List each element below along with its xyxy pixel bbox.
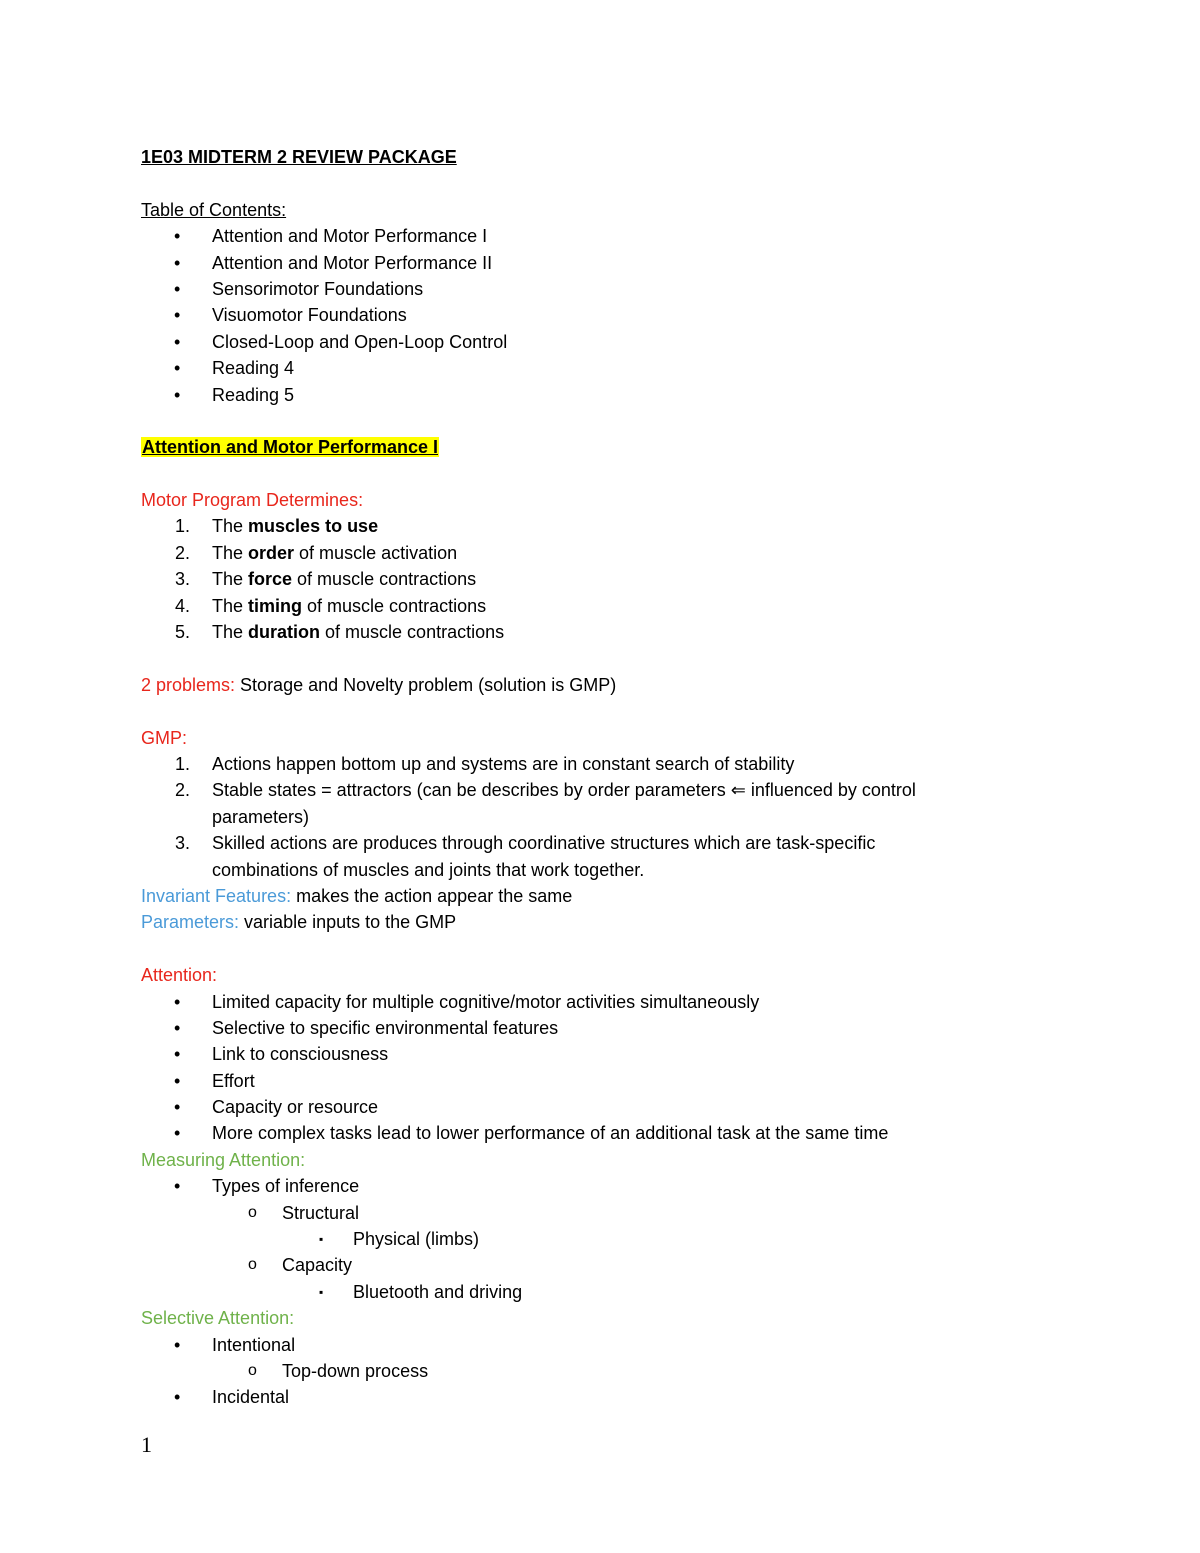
square-marker: ▪ xyxy=(319,1284,324,1299)
parameters-text: variable inputs to the GMP xyxy=(239,912,457,933)
circle-marker: o xyxy=(248,1256,257,1274)
bullet-marker: • xyxy=(174,1017,181,1038)
invariant-label: Invariant Features: xyxy=(141,885,292,906)
bullet-marker: • xyxy=(174,278,181,299)
problems-label: 2 problems: xyxy=(141,674,236,695)
toc-item xyxy=(141,302,1061,328)
list-item: • Incidental xyxy=(141,1384,1061,1410)
list-item xyxy=(141,513,1061,539)
item-text: of muscle activation xyxy=(294,542,458,563)
list-item xyxy=(141,566,1061,592)
gmp-list xyxy=(141,751,1061,883)
item-text: More complex tasks lead to lower performance of an additional task at the same time xyxy=(212,1123,889,1144)
toc-item-label: Attention and Motor Performance I xyxy=(212,226,488,247)
list-item: ▪ Physical (limbs) xyxy=(141,1226,1061,1252)
item-bold-text: order xyxy=(248,542,295,563)
list-number: 1. xyxy=(175,753,191,774)
list-number: 2. xyxy=(175,780,191,801)
motor-program-list xyxy=(141,513,1061,645)
list-item xyxy=(141,593,1061,619)
selective-heading: Selective Attention: xyxy=(141,1308,295,1329)
attention-list xyxy=(141,989,1061,1147)
bullet-marker: • xyxy=(174,1123,181,1144)
square-marker: ▪ xyxy=(319,1232,324,1247)
list-item: ▪ Bluetooth and driving xyxy=(141,1279,1061,1305)
item-text: of muscle contractions xyxy=(292,569,477,590)
item-text: The xyxy=(212,516,249,537)
section-heading-attention-1: Attention and Motor Performance I xyxy=(142,437,439,458)
problems-text: Storage and Novelty problem (solution is GMP) xyxy=(235,674,617,695)
bullet-marker: • xyxy=(174,1097,181,1118)
bullet-marker: • xyxy=(174,991,181,1012)
toc-item xyxy=(141,329,1061,355)
item-bold-text: muscles to use xyxy=(248,516,379,537)
attention-heading: Attention: xyxy=(141,965,218,986)
list-item xyxy=(141,619,1061,645)
list-item xyxy=(141,830,1061,856)
list-item xyxy=(141,1015,1061,1041)
problems-line xyxy=(141,672,1061,698)
toc-item xyxy=(141,355,1061,381)
toc-item xyxy=(141,223,1061,249)
toc-item-label: Reading 5 xyxy=(212,384,295,405)
parameters-label: Parameters: xyxy=(141,912,240,933)
list-item xyxy=(141,777,1061,803)
page-number: 1 xyxy=(141,1432,152,1457)
bullet-marker: • xyxy=(174,252,181,273)
list-item xyxy=(141,1120,1061,1146)
circle-marker: o xyxy=(248,1361,257,1379)
list-number: 4. xyxy=(175,595,191,616)
list-item xyxy=(141,1094,1061,1120)
list-item: o Structural xyxy=(141,1200,1061,1226)
bullet-marker: • xyxy=(174,1070,181,1091)
item-text: Effort xyxy=(212,1070,255,1091)
bullet-marker: • xyxy=(174,331,181,352)
measuring-heading: Measuring Attention: xyxy=(141,1149,306,1170)
toc-item xyxy=(141,250,1061,276)
item-text: of muscle contractions xyxy=(302,595,487,616)
list-item xyxy=(141,751,1061,777)
item-bold-text: duration xyxy=(248,622,321,643)
list-item: o Capacity xyxy=(141,1252,1061,1278)
toc-item-label: Visuomotor Foundations xyxy=(212,305,407,326)
item-bold-text: force xyxy=(248,569,293,590)
item-text: parameters) xyxy=(212,806,310,827)
toc-list xyxy=(141,223,1061,408)
item-bold-text: timing xyxy=(248,595,303,616)
bullet-marker: • xyxy=(174,1176,181,1197)
item-text: Link to consciousness xyxy=(212,1044,389,1065)
toc-item-label: Attention and Motor Performance II xyxy=(212,252,493,273)
bullet-marker: • xyxy=(174,1387,181,1408)
item-text: The xyxy=(212,569,249,590)
list-item xyxy=(141,1068,1061,1094)
item-text: Limited capacity for multiple cognitive/motor activities simultaneously xyxy=(212,991,760,1012)
parameters-line xyxy=(141,909,1061,935)
page-content xyxy=(141,144,1061,1411)
circle-marker: o xyxy=(248,1203,257,1221)
bullet-marker: • xyxy=(174,1334,181,1355)
list-number: 1. xyxy=(175,516,191,537)
item-text: The xyxy=(212,622,249,643)
list-item xyxy=(141,857,1061,883)
item-text: The xyxy=(212,595,249,616)
item-text: Skilled actions are produces through coordinative structures which are task-specific xyxy=(212,833,876,854)
item-text: Capacity or resource xyxy=(212,1097,379,1118)
list-number: 5. xyxy=(175,622,191,643)
bullet-marker: • xyxy=(174,305,181,326)
invariant-line xyxy=(141,883,1061,909)
bullet-marker: • xyxy=(174,226,181,247)
bullet-marker: • xyxy=(174,1044,181,1065)
invariant-text: makes the action appear the same xyxy=(291,885,573,906)
list-number: 3. xyxy=(175,569,191,590)
list-item xyxy=(141,1041,1061,1067)
bullet-marker: • xyxy=(174,358,181,379)
item-text: The xyxy=(212,542,249,563)
toc-item-label: Closed-Loop and Open-Loop Control xyxy=(212,331,508,352)
item-text: Stable states = attractors (can be describes by order parameters ⇐ influenced by control xyxy=(212,780,916,801)
list-item: • Types of inference xyxy=(141,1173,1061,1199)
item-text: of muscle contractions xyxy=(320,622,505,643)
list-item: o Top-down process xyxy=(141,1358,1061,1384)
document-title: 1E03 MIDTERM 2 REVIEW PACKAGE xyxy=(141,147,457,167)
gmp-heading: GMP: xyxy=(141,727,188,748)
toc-item-label: Reading 4 xyxy=(212,358,295,379)
toc-heading: Table of Contents: xyxy=(141,199,287,220)
list-item xyxy=(141,804,1061,830)
list-number: 2. xyxy=(175,542,191,563)
item-text: combinations of muscles and joints that work together. xyxy=(212,859,645,880)
toc-item-label: Sensorimotor Foundations xyxy=(212,278,424,299)
list-item: • Intentional xyxy=(141,1332,1061,1358)
list-number: 3. xyxy=(175,833,191,854)
motor-program-heading: Motor Program Determines: xyxy=(141,490,364,511)
toc-item xyxy=(141,382,1061,408)
list-item xyxy=(141,989,1061,1015)
toc-item xyxy=(141,276,1061,302)
item-text: Selective to specific environmental features xyxy=(212,1017,559,1038)
item-text: Actions happen bottom up and systems are in constant search of stability xyxy=(212,753,795,774)
list-item xyxy=(141,540,1061,566)
bullet-marker: • xyxy=(174,384,181,405)
